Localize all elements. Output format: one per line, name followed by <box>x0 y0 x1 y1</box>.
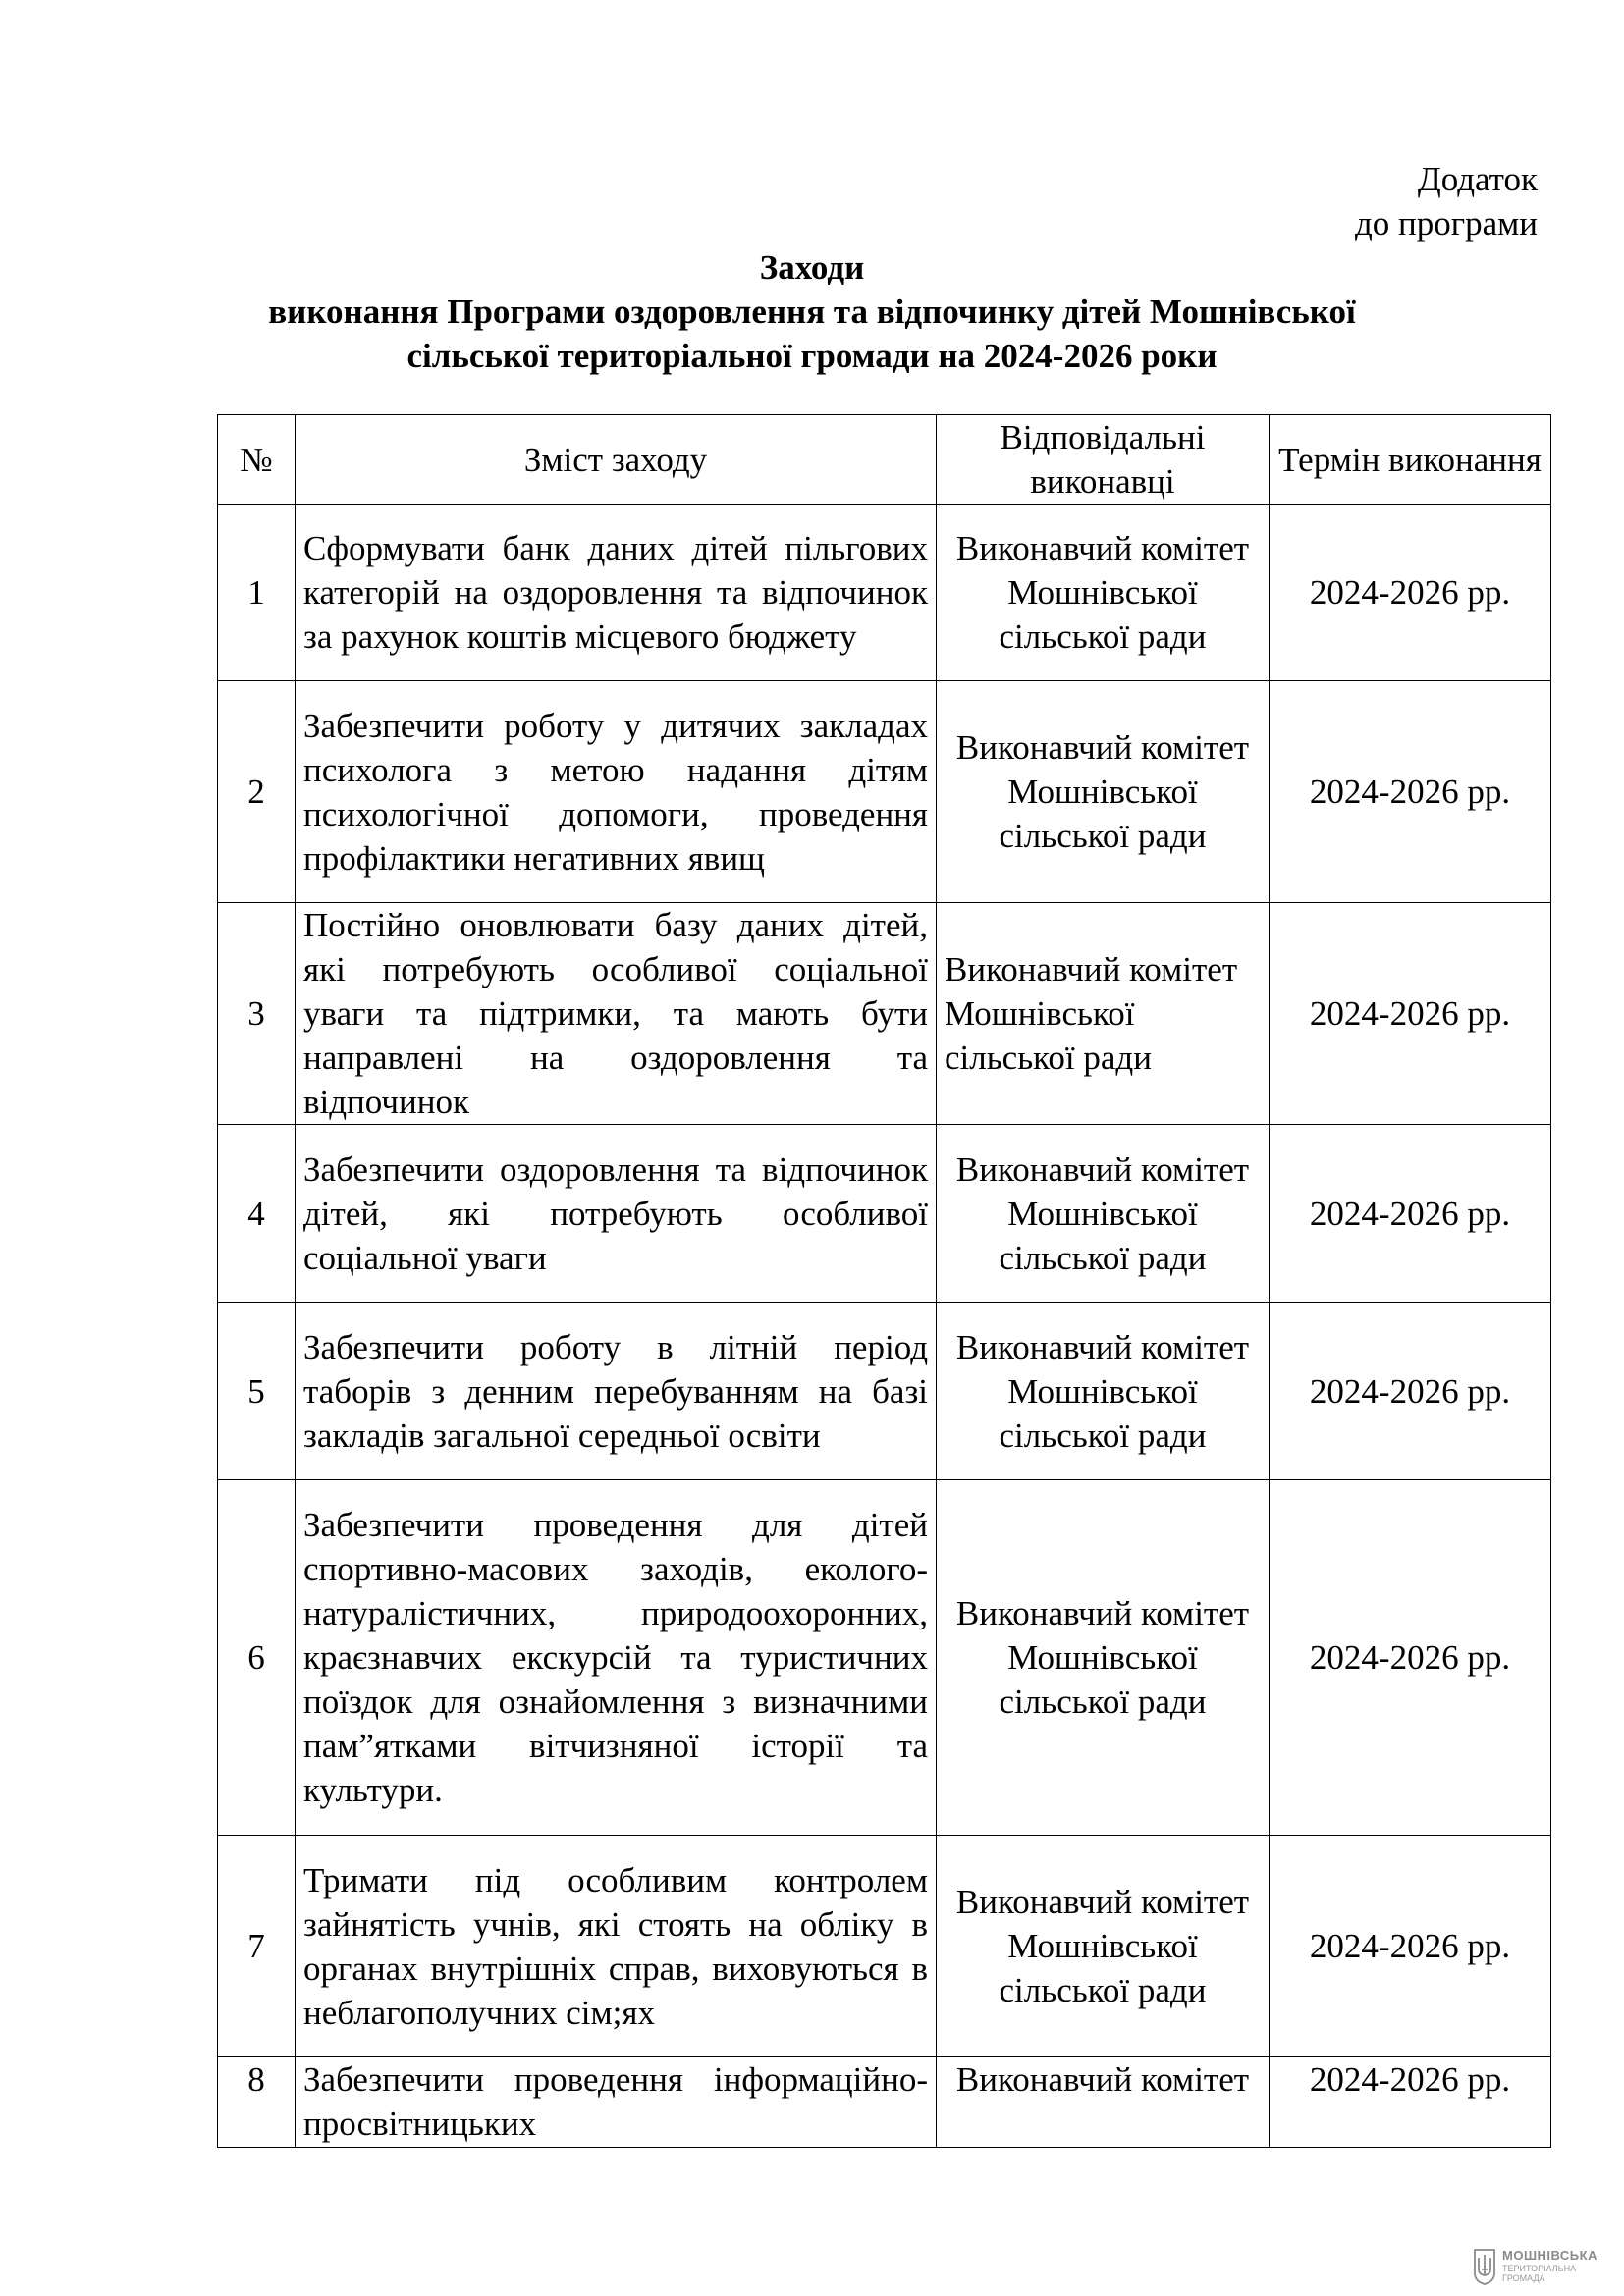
table-row <box>218 505 1551 681</box>
community-logo <box>1473 2246 1610 2289</box>
row-num: 7 <box>218 1836 296 2057</box>
row-num: 4 <box>218 1125 296 1303</box>
row-num: 1 <box>218 505 296 681</box>
row-term: 2024-2026 рр. <box>1270 1125 1551 1303</box>
row-content: Сформувати банк даних дітей пільгових категорій на оздоровлення та відпочинок за рахунок коштів місцевого бюджету <box>296 505 937 681</box>
table-row <box>218 903 1551 1125</box>
row-term: 2024-2026 рр. <box>1270 2057 1551 2148</box>
row-term: 2024-2026 рр. <box>1270 1480 1551 1836</box>
addendum-line-2: до програми <box>1354 204 1538 242</box>
row-term: 2024-2026 рр. <box>1270 505 1551 681</box>
table-row <box>218 1303 1551 1480</box>
row-term: 2024-2026 рр. <box>1270 1836 1551 2057</box>
row-num: 6 <box>218 1480 296 1836</box>
trident-icon <box>1473 2248 1496 2285</box>
row-responsible: Виконавчий комітет Мошнівської сільської ради <box>937 1480 1270 1836</box>
row-term: 2024-2026 рр. <box>1270 681 1551 903</box>
row-content: Забезпечити проведення інформаційно-просвітницьких <box>296 2057 937 2148</box>
title-line-3: сільської територіальної громади на 2024-2026 роки <box>406 337 1218 375</box>
measures-table <box>217 414 1551 2148</box>
table-row <box>218 1836 1551 2057</box>
row-responsible: Виконавчий комітет <box>937 2057 1270 2148</box>
row-content: Забезпечити оздоровлення та відпочинок дітей, які потребують особливої соціальної уваги <box>296 1125 937 1303</box>
header-content: Зміст заходу <box>296 415 937 505</box>
table-row <box>218 1480 1551 1836</box>
row-responsible: Виконавчий комітет Мошнівської сільської ради <box>937 1125 1270 1303</box>
row-num: 8 <box>218 2057 296 2148</box>
row-num: 2 <box>218 681 296 903</box>
row-term: 2024-2026 рр. <box>1270 903 1551 1125</box>
row-responsible: Виконавчий комітет Мошнівської сільської ради <box>937 1836 1270 2057</box>
row-responsible: Виконавчий комітет Мошнівської сільської ради <box>937 681 1270 903</box>
row-responsible: Виконавчий комітет Мошнівської сільської ради <box>937 903 1270 1125</box>
table-row <box>218 681 1551 903</box>
row-responsible: Виконавчий комітет Мошнівської сільської ради <box>937 1303 1270 1480</box>
row-term: 2024-2026 рр. <box>1270 1303 1551 1480</box>
row-content: Забезпечити роботу у дитячих закладах психолога з метою надання дітям психологічної допомоги, проведення профілактики негативних явищ <box>296 681 937 903</box>
addendum-line-1: Додаток <box>1417 160 1538 198</box>
title-line-2: виконання Програми оздоровлення та відпочинку дітей Мошнівської <box>268 293 1356 331</box>
table-row <box>218 2057 1551 2148</box>
document-title <box>0 245 1624 378</box>
logo-name: МОШНІВСЬКА <box>1502 2248 1597 2263</box>
table-header-row <box>218 415 1551 505</box>
header-responsible: Відповідальні виконавці <box>937 415 1270 505</box>
row-content: Забезпечити роботу в літній період таборів з денним перебуванням на базі закладів загальної середньої освіти <box>296 1303 937 1480</box>
table-row <box>218 1125 1551 1303</box>
header-term: Термін виконання <box>1270 415 1551 505</box>
header-num: № <box>218 415 296 505</box>
row-responsible: Виконавчий комітет Мошнівської сільської ради <box>937 505 1270 681</box>
title-line-1: Заходи <box>759 248 865 287</box>
logo-subtitle: ТЕРИТОРІАЛЬНА ГРОМАДА <box>1502 2264 1577 2283</box>
row-num: 5 <box>218 1303 296 1480</box>
addendum-label <box>1355 157 1538 245</box>
row-content: Тримати під особливим контролем зайнятість учнів, які стоять на обліку в органах внутрішніх справ, виховуються в неблагополучних сім;ях <box>296 1836 937 2057</box>
row-content: Постійно оновлювати базу даних дітей, які потребують особливої соціальної уваги та підтримки, та мають бути направлені на оздоровлення та відпочинок <box>296 903 937 1125</box>
row-num: 3 <box>218 903 296 1125</box>
row-content: Забезпечити проведення для дітей спортивно-масових заходів, еколого-натуралістичних, природоохоронних, краєзнавчих екскурсій та туристичних поїздок для ознайомлення з визначними пам”ятками вітчизняної історії та культури. <box>296 1480 937 1836</box>
